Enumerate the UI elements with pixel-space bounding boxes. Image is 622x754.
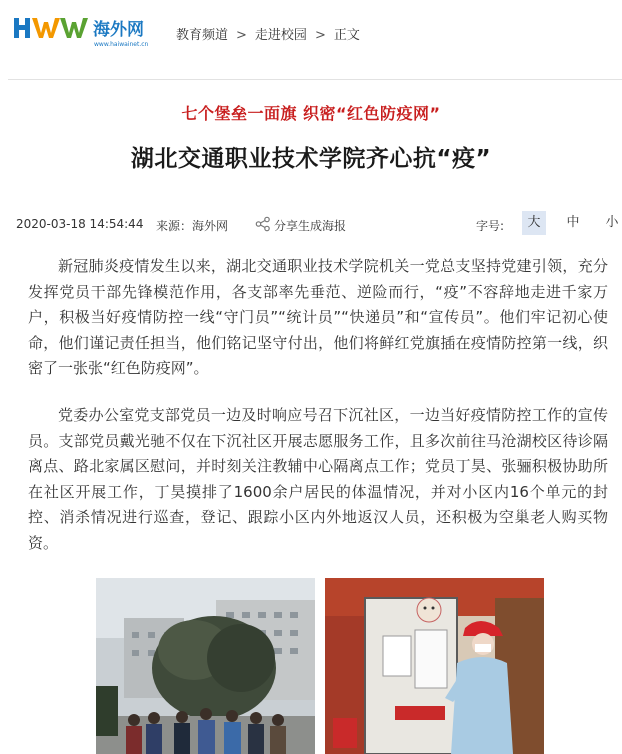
article-source: 来源：海外网 [156,219,229,233]
article-title: 湖北交通职业技术学院齐心抗“疫” [130,146,492,172]
logo-brand-cn: 海外网 [93,20,144,40]
photo-group-outdoor [96,578,315,754]
logo-url: www.haiwainet.cn [94,41,149,48]
share-icon [255,216,271,232]
breadcrumb-separator: > [314,28,326,43]
article-kicker: 七个堡垒一面旗 织密“红色防疫网” [181,104,441,123]
font-size-medium[interactable]: 中 [566,215,580,230]
breadcrumb-separator: > [236,28,247,43]
haiwainet-logo[interactable] [14,12,164,50]
article-paragraph: 新冠肺炎疫情发生以来，湖北交通职业技术学院机关一党总支坚持党建引领，充分发挥党员干部先锋模范作用，各支部率先垂范、逆险而行，“疫”不容辞地走进千家万户，积极当好疫情防控一线“守门员”“统计员”“快递员”和“宣传员”。他们牢记初心使命，他们谨记责任担当，他们铭记坚守付出，他们将鲜红党旗插在疫情防控第一线，织密了一张张“红色防疫网”。 [28,257,608,378]
publish-datetime: 2020-03-18 14:54:44 [16,217,144,231]
volunteer-photo-icon [325,578,544,754]
header-divider [8,79,622,80]
article-meta [16,215,622,235]
font-size-small[interactable]: 小 [605,215,619,230]
font-size-large[interactable]: 大 [522,211,546,235]
group-photo-icon [96,578,315,754]
hww-logo-icon [14,18,88,38]
article-paragraph: 党委办公室党支部党员一边及时响应号召下沉社区，一边当好疫情防控工作的宣传员。支部党员戴光驰不仅在下沉社区开展志愿服务工作，且多次前往马沧湖校区待诊隔离点、路北家属区慰问，并时刻关注教辅中心隔离点工作；党员丁昊、张骊积极协助所在社区开展工作，丁昊摸排了1600余户居民的体温情况，并对小区内16个单元的封控、消杀情况进行巡查，登记、跟踪小区内外地返汉人员，还积极为空巢老人购买物资。 [28,406,608,552]
share-label: 分享 [274,219,299,233]
font-size-label: 字号: [476,219,505,233]
generate-poster-button[interactable]: 生成海报 [298,219,347,233]
photo-volunteer-door [325,578,544,754]
breadcrumb [176,24,360,43]
breadcrumb-campus[interactable]: 走进校园 [254,28,307,43]
breadcrumb-current[interactable]: 正文 [333,28,360,43]
site-header [0,0,622,62]
breadcrumb-education-channel[interactable]: 教育频道 [176,28,229,43]
